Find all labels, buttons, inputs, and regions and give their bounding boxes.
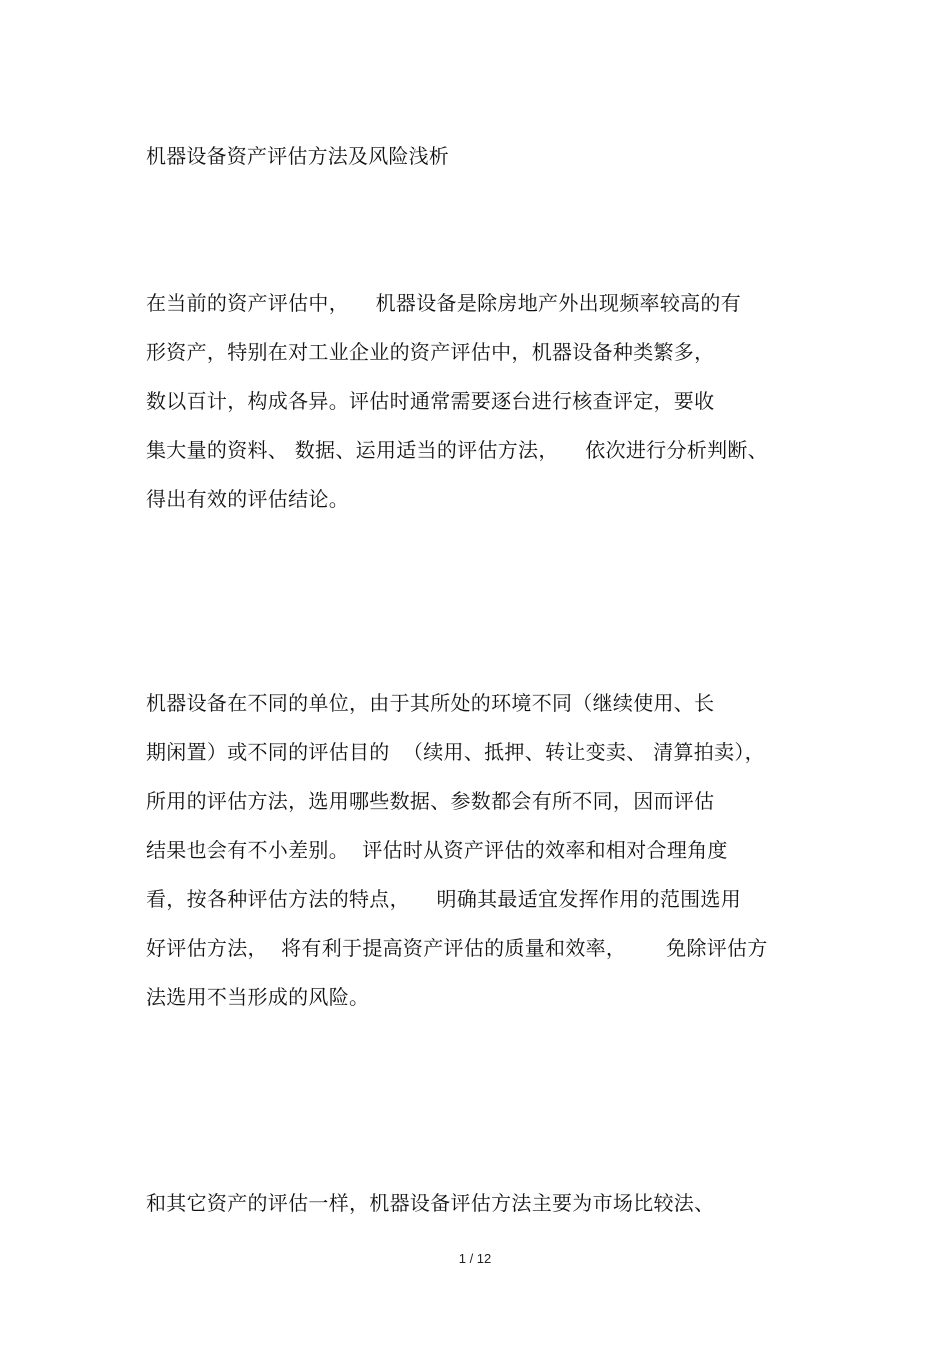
paragraph-line: 在当前的资产评估中， 机器设备是除房地产外出现频率较高的有 bbox=[146, 291, 742, 315]
paragraph-line: 期闲置）或不同的评估目的 （续用、抵押、转让变卖、 清算拍卖）， bbox=[146, 740, 765, 764]
paragraph-line: 法选用不当形成的风险。 bbox=[146, 985, 370, 1009]
paragraph-line: 和其它资产的评估一样，机器设备评估方法主要为市场比较法、 bbox=[146, 1191, 715, 1215]
paragraph-line: 机器设备在不同的单位，由于其所处的环境不同（继续使用、长 bbox=[146, 691, 715, 715]
paragraph-line: 数以百计，构成各异。评估时通常需要逐台进行核查评定，要收 bbox=[146, 389, 715, 413]
document-title: 机器设备资产评估方法及风险浅析 bbox=[146, 144, 449, 168]
paragraph-line: 集大量的资料、 数据、运用适当的评估方法， 依次进行分析判断、 bbox=[146, 438, 768, 462]
paragraph-line: 所用的评估方法，选用哪些数据、参数都会有所不同，因而评估 bbox=[146, 789, 715, 813]
paragraph-line: 形资产，特别在对工业企业的资产评估中，机器设备种类繁多， bbox=[146, 340, 715, 364]
page-number: 1 / 12 bbox=[458, 1251, 492, 1266]
paragraph-line: 得出有效的评估结论。 bbox=[146, 487, 349, 511]
paragraph-line: 看，按各种评估方法的特点， 明确其最适宜发挥作用的范围选用 bbox=[146, 887, 742, 911]
paragraph-line: 好评估方法， 将有利于提高资产评估的质量和效率， 免除评估方 bbox=[146, 936, 768, 960]
paragraph-line: 结果也会有不小差别。 评估时从资产评估的效率和相对合理角度 bbox=[146, 838, 728, 862]
